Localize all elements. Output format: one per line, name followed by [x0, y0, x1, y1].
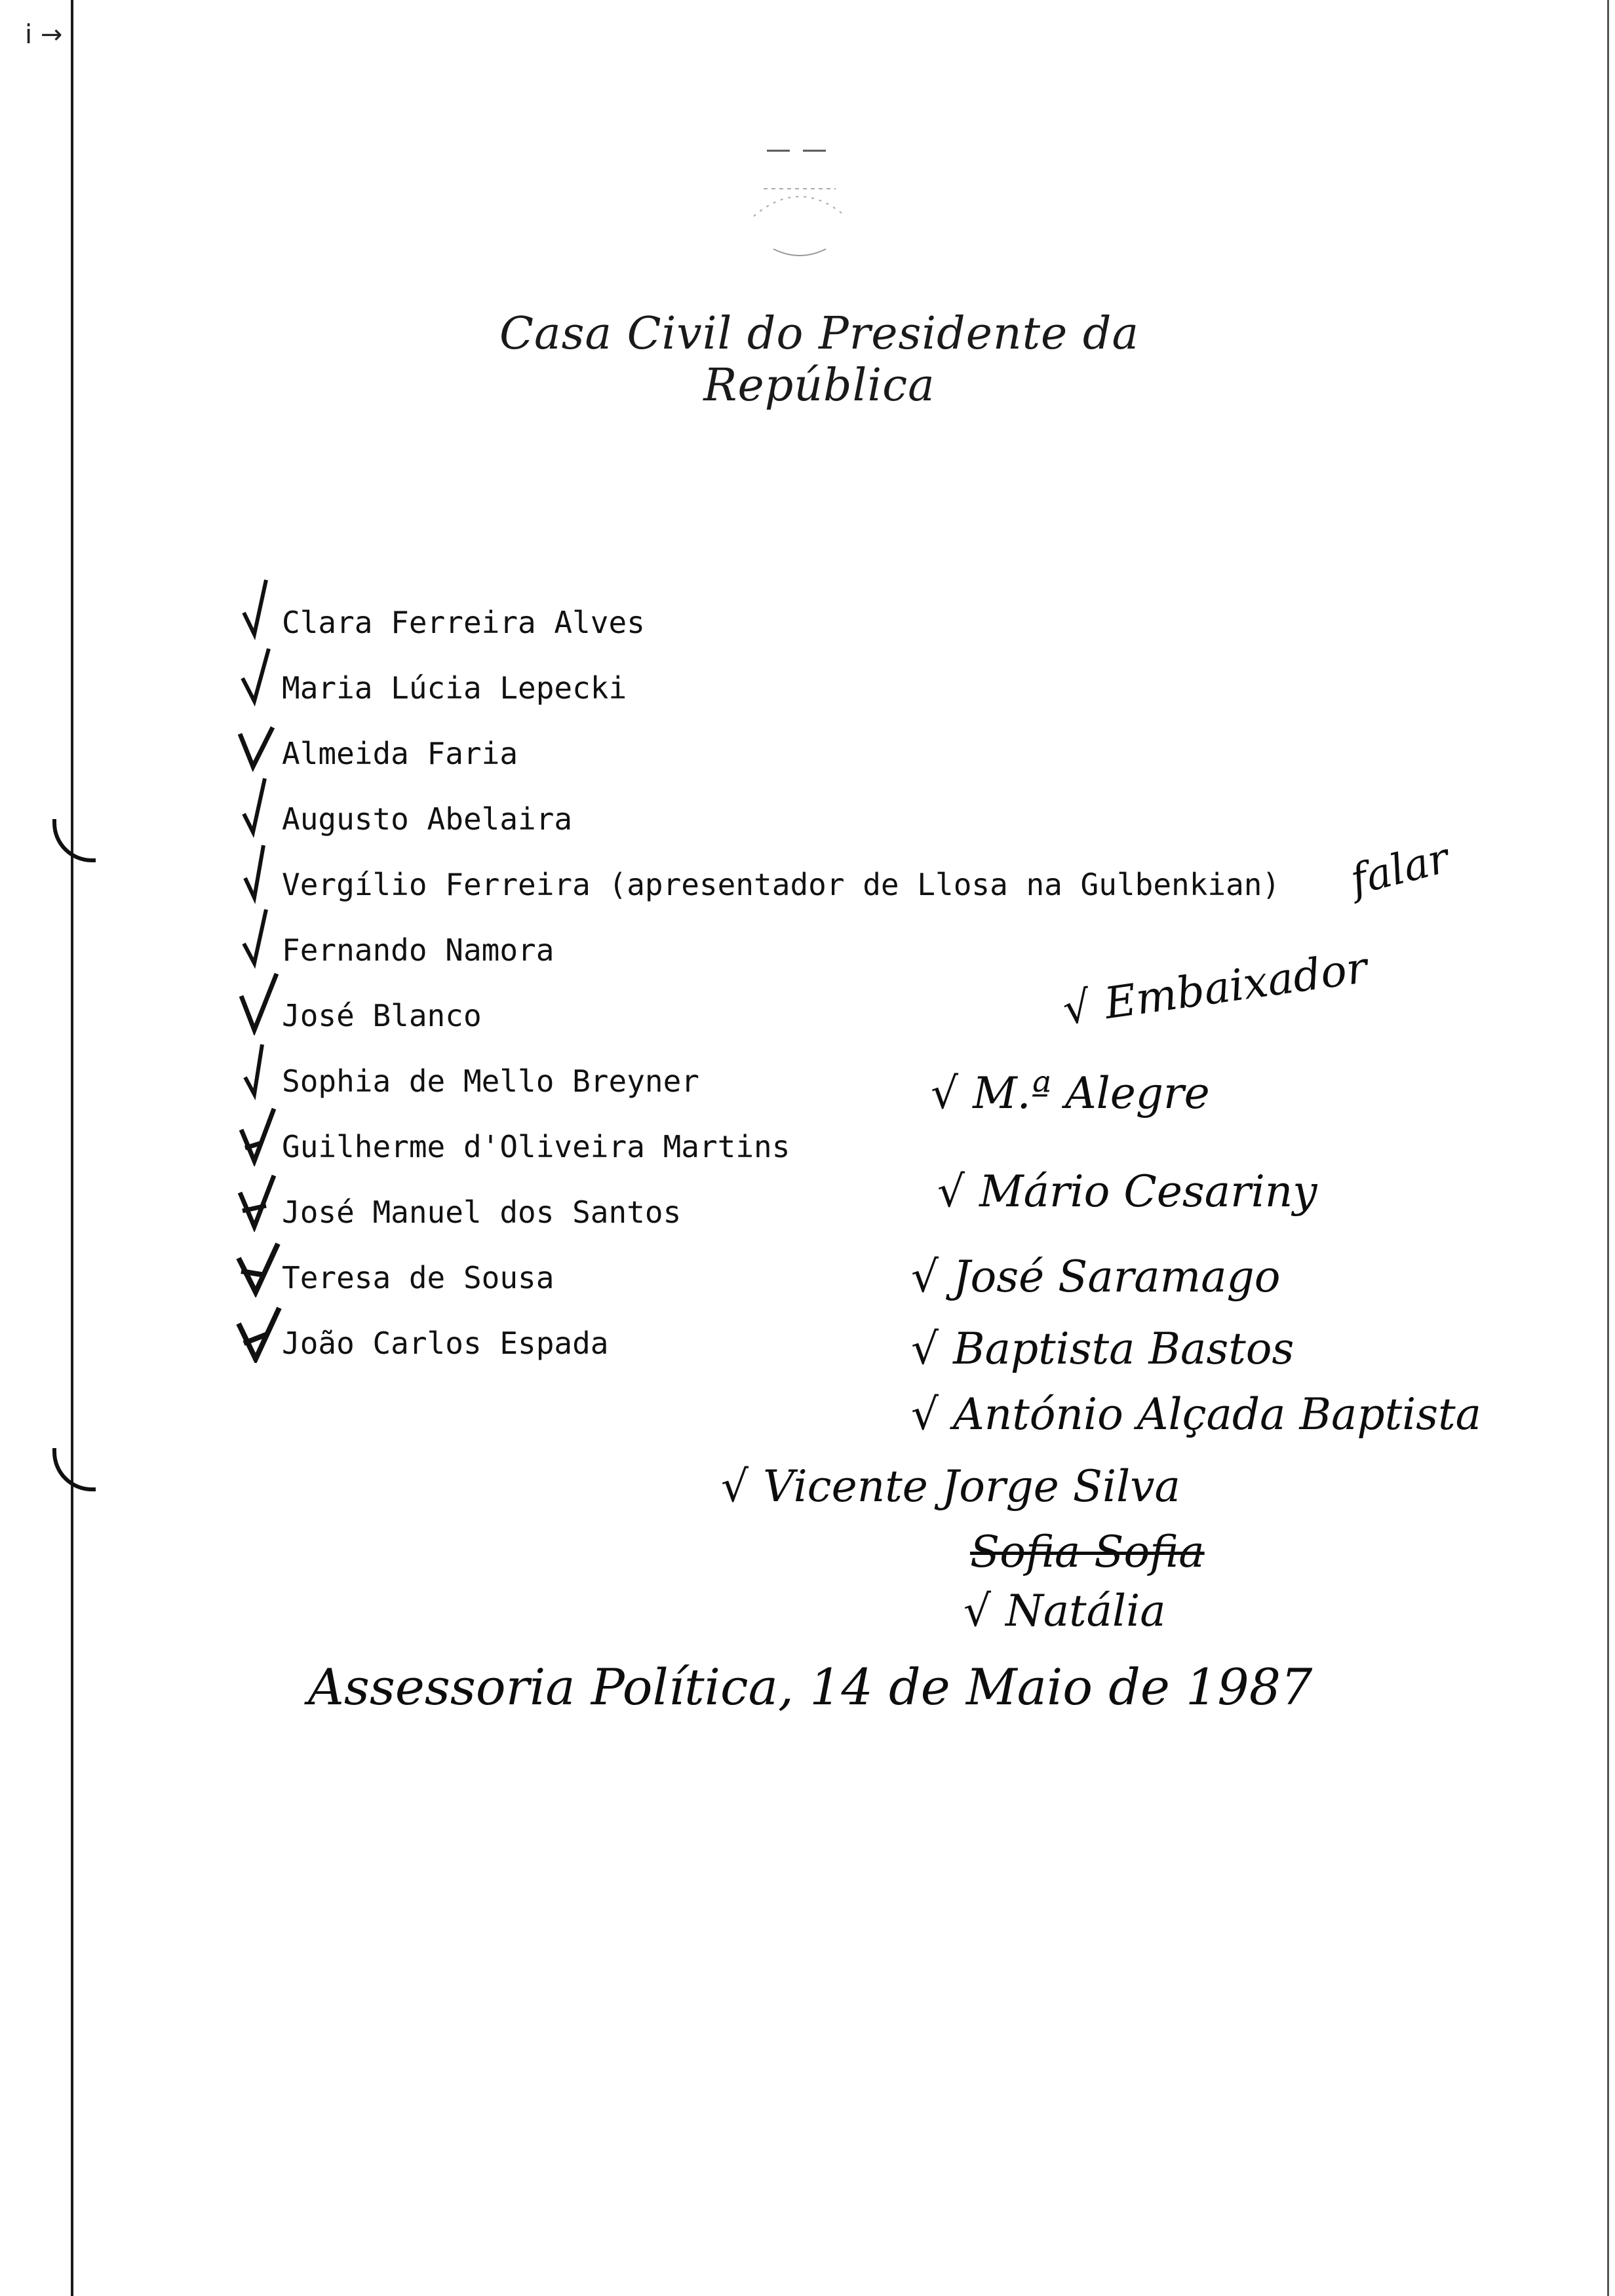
check-icon [236, 1297, 288, 1363]
check-icon [236, 904, 288, 970]
list-item: Maria Lúcia Lepecki [282, 670, 627, 706]
handwritten-list-item: √ M.ª Alegre [931, 1068, 1210, 1119]
check-icon [236, 1166, 288, 1232]
handwritten-check-icon: √ [911, 1324, 939, 1374]
list-item: José Blanco [282, 998, 482, 1033]
list-item: João Carlos Espada [282, 1326, 609, 1361]
check-icon [236, 1232, 288, 1297]
check-icon [236, 773, 288, 839]
right-edge-line [1607, 0, 1609, 2296]
handwritten-check-icon: √ [721, 1461, 749, 1512]
check-icon [236, 1101, 288, 1166]
check-icon [236, 1035, 288, 1101]
check-icon [236, 642, 288, 708]
check-icon [236, 708, 288, 773]
handwritten-list-item: √ Vicente Jorge Silva [721, 1461, 1180, 1512]
binding-margin-line [71, 0, 73, 2296]
handwritten-struck-item: Sofia Sofia [970, 1527, 1205, 1577]
list-item: Guilherme d'Oliveira Martins [282, 1129, 790, 1164]
coat-of-arms-seal-icon [734, 138, 865, 269]
list-item: José Manuel dos Santos [282, 1195, 682, 1230]
check-icon [236, 970, 288, 1035]
handwritten-list-item: √ Natália [963, 1586, 1166, 1636]
list-item: Almeida Faria [282, 736, 518, 771]
corner-mark: i → [25, 20, 63, 50]
handwritten-list-item: √ António Alçada Baptista [911, 1389, 1481, 1440]
list-item: Teresa de Sousa [282, 1260, 555, 1295]
check-icon [236, 577, 288, 642]
handwritten-check-icon: √ [911, 1389, 939, 1440]
punch-hole-top [52, 819, 96, 862]
punch-hole-bottom [52, 1448, 96, 1491]
handwritten-footer-note: Assessoria Política, 14 de Maio de 1987 [308, 1658, 1313, 1716]
list-item: Vergílio Ferreira (apresentador de Llosa na Gulbenkian) [282, 867, 1281, 902]
check-icon [236, 839, 288, 904]
handwritten-check-icon: √ [911, 1252, 939, 1302]
handwritten-check-icon: √ [963, 1586, 992, 1636]
handwritten-list-item: √ Baptista Bastos [911, 1324, 1294, 1374]
handwritten-check-icon: √ [937, 1166, 965, 1217]
handwritten-list-item: √ Mário Cesariny [937, 1166, 1317, 1217]
handwritten-check-icon: √ [931, 1068, 959, 1119]
handwritten-check-icon: √ [1059, 981, 1095, 1035]
list-item: Clara Ferreira Alves [282, 605, 645, 640]
handwritten-list-item: √ José Saramago [911, 1252, 1281, 1302]
handwritten-list-item: √ Embaixador [1059, 942, 1371, 1035]
list-item: Augusto Abelaira [282, 801, 573, 837]
list-item: Sophia de Mello Breyner [282, 1063, 699, 1099]
list-item: Fernando Namora [282, 932, 555, 968]
handwritten-annotation: falar [1346, 833, 1454, 906]
letterhead-title: Casa Civil do Presidente da República [499, 308, 1139, 411]
